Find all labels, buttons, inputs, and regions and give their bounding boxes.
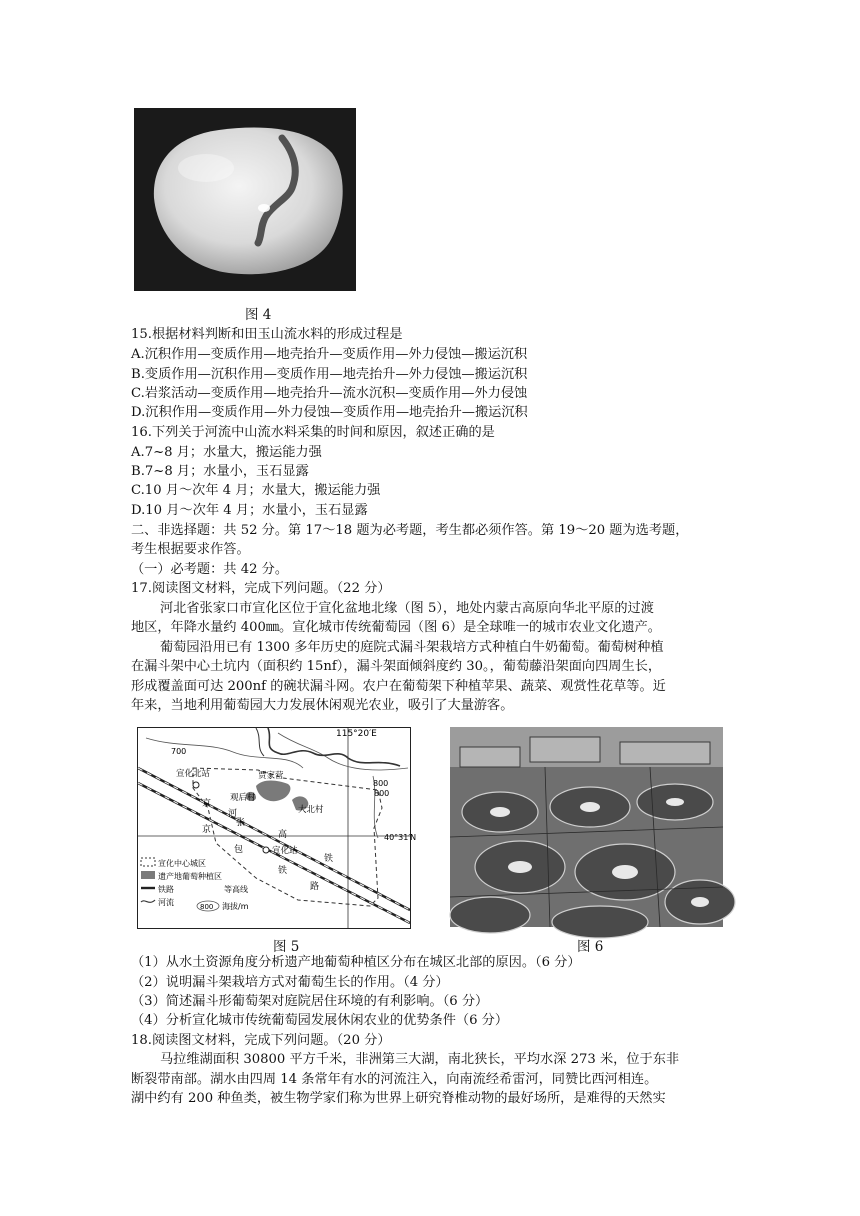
figure4-caption: 图 4: [245, 307, 272, 323]
place-jiajiaying: 贾家营: [258, 771, 284, 781]
q16-option-a[interactable]: A.7~8 月；水量大，搬运能力强: [131, 445, 322, 460]
station-marker: [263, 847, 269, 853]
legend-contour-value: 800: [200, 903, 214, 911]
q17-para2-line4: 年来，当地利用葡萄园大力发展休闲观光农业，吸引了大量游客。: [131, 698, 514, 713]
legend-contour-unit: 海拔/m: [222, 902, 249, 911]
legend-contour: 等高线: [224, 885, 248, 894]
q17-question-1: （1）从水土资源角度分析遗产地葡萄种植区分布在城区北部的原因。（6 分）: [131, 955, 581, 970]
q16-option-d[interactable]: D.10 月～次年 4 月；水量小，玉石显露: [131, 503, 368, 518]
q17-para2-line2: 在漏斗架中心土坑内（面积约 15nf），漏斗架面倾斜度约 30。，葡萄藤沿架面向四周生长，: [131, 659, 662, 674]
q15-option-b[interactable]: B.变质作用—沉积作用—变质作用—地壳抬升—外力侵蚀—搬运沉积: [131, 367, 528, 382]
q18-para-line3: 湖中约有 200 种鱼类，被生物学家们称为世界上研究脊椎动物的最好场所，是难得的天然实: [131, 1091, 666, 1106]
figure5-map: [137, 727, 417, 929]
rail-label: 铁: [324, 854, 334, 864]
q17-stem: 17.阅读图文材料，完成下列问题。（22 分）: [131, 581, 391, 596]
figure5-caption: 图 5: [273, 939, 300, 955]
latitude-label: 40°31′N: [384, 833, 417, 842]
q17-question-3: （3）简述漏斗形葡萄架对庭院居住环境的有利影响。（6 分）: [131, 994, 489, 1009]
q18-para-line2: 断裂带南部。湖水由四周 14 条常年有水的河流注入，向南流经希雷河，同赞比西河相连。: [131, 1072, 658, 1087]
contour-label: 700: [171, 747, 187, 756]
q18-para-line1: 马拉维湖面积 30800 平方千米，非洲第三大湖，南北狭长，平均水深 273 米，位于东非: [160, 1052, 680, 1067]
q17-para2-line1: 葡萄园沿用已有 1300 多年历史的庭院式漏斗架栽培方式种植白牛奶葡萄。葡萄树种植: [160, 640, 664, 655]
station-marker: [193, 782, 199, 788]
longitude-label: 115°20′E: [336, 729, 377, 739]
place-dabei: 大北村: [298, 805, 324, 815]
legend-railway: 铁路: [158, 885, 174, 894]
rail-label: 张: [236, 818, 246, 828]
vineyard-photo: [450, 727, 723, 927]
q15-option-c[interactable]: C.岩浆活动—变质作用—地壳抬升—流水沉积—变质作用—外力侵蚀: [131, 386, 528, 401]
place-xuanhua-north: 宣化北站: [176, 769, 211, 779]
q15-option-a[interactable]: A.沉积作用—变质作用—地壳抬升—变质作用—外力侵蚀—搬运沉积: [131, 347, 528, 362]
q17-para1-line1: 河北省张家口市宣化区位于宣化盆地北缘（图 5），地处内蒙古高原向华北平原的过渡: [160, 601, 654, 616]
q16-option-b[interactable]: B.7~8 月；水量小，玉石显露: [131, 464, 309, 479]
river-label: 河: [228, 809, 238, 819]
required-subheading: （一）必考题：共 42 分。: [131, 562, 289, 577]
q16-stem: 16.下列关于河流中山流水料采集的时间和原因，叙述正确的是: [131, 425, 495, 440]
jade-stone-photo: [134, 108, 356, 291]
legend-vineyard: 遗产地葡萄种植区: [158, 872, 222, 881]
river-tributary: [256, 728, 264, 756]
rail-label: 包: [234, 845, 244, 855]
vineyard-image: [450, 727, 723, 927]
q17-para2-line3: 形成覆盖面可达 200nf 的碗状漏斗网。农户在葡萄架下种植苹果、蔬菜、观赏性花草等。近: [131, 679, 666, 694]
rail-label: 京: [202, 799, 212, 809]
contour-label: 800: [373, 779, 389, 788]
section2-heading-cont: 考生根据要求作答。: [131, 542, 250, 557]
vineyard-patch: [256, 781, 290, 802]
q15-option-d[interactable]: D.沉积作用—变质作用—外力侵蚀—变质作用—地壳抬升—搬运沉积: [131, 405, 528, 420]
contour-label: 800: [374, 789, 390, 798]
map-legend: [141, 858, 249, 911]
jade-stone-image: [134, 108, 356, 291]
q16-option-c[interactable]: C.10 月～次年 4 月；水量大，搬运能力强: [131, 483, 381, 498]
q17-para1-line2: 地区，年降水量约 400㎜。宣化城市传统葡萄园（图 6）是全球唯一的城市农业文化遗产。: [131, 620, 661, 635]
figure6-caption: 图 6: [577, 939, 604, 955]
rail-label: 高: [278, 830, 288, 840]
rail-label: 路: [310, 882, 320, 892]
legend-urban: 宣化中心城区: [158, 859, 206, 868]
rail-label: 京: [202, 825, 212, 835]
q18-stem: 18.阅读图文材料，完成下列问题。（20 分）: [131, 1033, 391, 1048]
rail-label: 铁: [278, 866, 288, 876]
legend-river: 河流: [158, 898, 174, 907]
q17-question-4: （4）分析宣化城市传统葡萄园发展休闲农业的优势条件（6 分）: [131, 1013, 509, 1028]
place-guanhou: 观后村: [230, 793, 256, 803]
q15-stem: 15.根据材料判断和田玉山流水料的形成过程是: [131, 327, 403, 342]
q17-question-2: （2）说明漏斗架栽培方式对葡萄生长的作用。（4 分）: [131, 975, 449, 990]
section2-heading: 二、非选择题：共 52 分。第 17～18 题为必考题，考生都必须作答。第 19～20 题为选考题，: [131, 523, 689, 538]
place-xuanhua-station: 宣化站: [272, 846, 298, 856]
